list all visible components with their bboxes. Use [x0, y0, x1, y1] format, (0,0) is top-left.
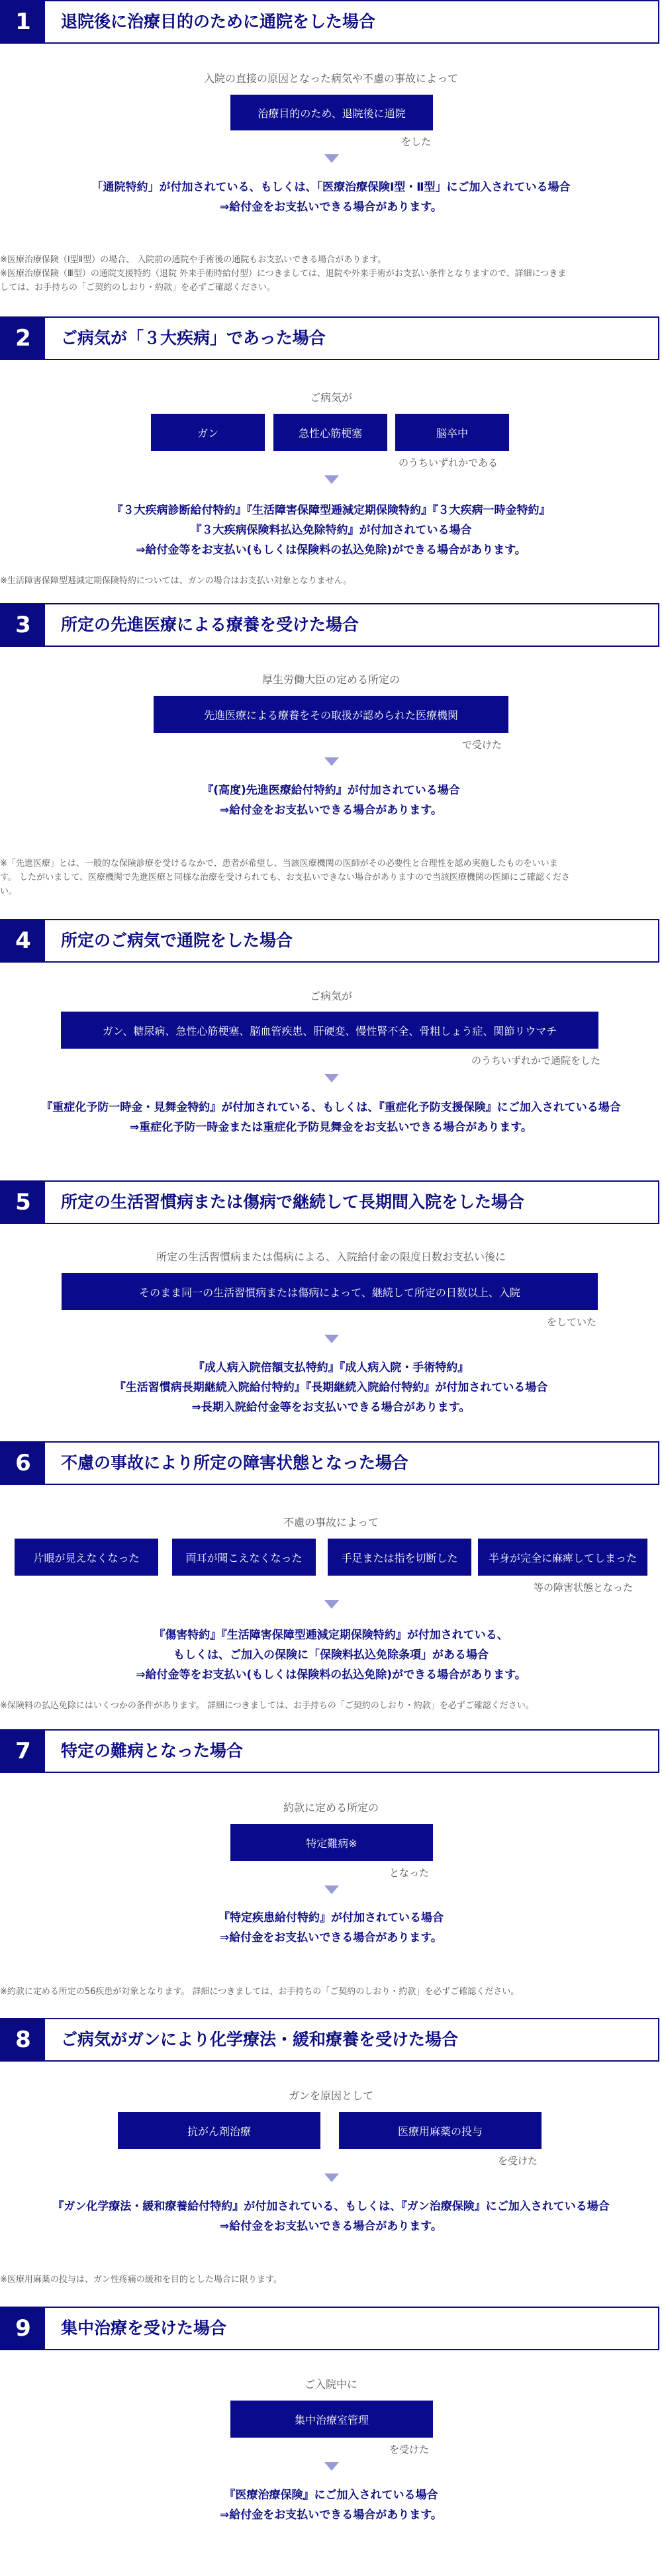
section-header: [0, 1441, 659, 1485]
footnote: ※約款に定める所定の56疾患が対象となります。 詳細につきましては、お手持ちの「ご契約のしおり・約款」を必ずご確認ください。: [0, 1987, 520, 1997]
footnote: ※生活障害保障型逓減定期保険特約については、ガンの場合はお支払い対象となりません。: [0, 576, 352, 586]
section-4: [0, 919, 662, 1144]
benefit-result: 『重症化予防一時金・見舞金特約』が付加されている、もしくは、『重症化予防支援保険』にご加入されている場合 ⇒重症化予防一時金または重症化予防見舞金をお支払いできる場合があります。: [41, 1101, 621, 1134]
down-arrow-icon: [324, 757, 339, 766]
section-number: 5: [1, 1182, 45, 1223]
footnote: ※「先進医療」とは、一般的な保険診療を受けるなかで、患者が希望し、当該医療機関の医師がその必要性と合理性を認め実施したものをいいま す。 したがいまして、医療機関で先進医療と同様な治療を受けられても、お支払いできない場合がありますので当該医療機関の医師にご確認くださ い。: [0, 859, 570, 896]
benefit-result: 『医療治療保険』にご加入されている場合 ⇒給付金をお支払いできる場合があります。: [220, 2489, 442, 2522]
section-title: 所定の生活習慣病または傷病で継続して長期間入院をした場合: [61, 1192, 525, 1212]
condition-box: ガン: [151, 414, 265, 451]
footnote: ※保険料の払込免除にはいくつかの条件があります。 詳細につきましては、お手持ちの「ご契約のしおり・約款」を必ずご確認ください。: [0, 1701, 534, 1711]
condition-lead: ご病気が: [309, 391, 352, 404]
section-header: [0, 2018, 659, 2062]
benefit-result: 『成人病入院倍額支払特約』『成人病入院・手術特約』 『生活習慣病長期継続入院給付特約』『長期継続入院給付特約』が付加されている場合 ⇒長期入院給付金等をお支払いできる場合があります。: [114, 1361, 548, 1414]
condition-box: 脳卒中: [395, 414, 509, 451]
down-arrow-icon: [324, 154, 339, 163]
condition-box: そのまま同一の生活習慣病または傷病によって、継続して所定の日数以上、入院: [62, 1273, 598, 1310]
condition-suffix: をした: [401, 136, 432, 148]
section-number: 8: [1, 2019, 45, 2060]
condition-box: 手足または指を切断した: [328, 1539, 471, 1576]
footnote: ※医療用麻薬の投与は、ガン性疼痛の緩和を目的とした場合に限ります。: [0, 2275, 282, 2285]
section-header: [0, 0, 659, 44]
section-7: [0, 1729, 662, 2007]
section-header: [0, 316, 659, 360]
section-5: [0, 1180, 662, 1439]
condition-lead: 約款に定める所定の: [283, 1801, 379, 1814]
condition-box: 治療目的のため、退院後に通院: [230, 95, 433, 130]
down-arrow-icon: [324, 475, 339, 484]
section-header: [0, 2307, 659, 2350]
condition-box: 急性心筋梗塞: [273, 414, 387, 451]
section-number: 7: [1, 1731, 45, 1772]
section-title: 所定のご病気で通院をした場合: [61, 931, 293, 950]
condition-box: 片眼が見えなくなった: [15, 1539, 158, 1576]
section-header: [0, 603, 659, 647]
condition-box: 両耳が聞こえなくなった: [172, 1539, 316, 1576]
condition-suffix: をしていた: [547, 1316, 597, 1328]
condition-box: 特定難病※: [230, 1824, 433, 1861]
condition-lead: ガンを原因として: [288, 2089, 373, 2102]
section-title: 集中治療を受けた場合: [61, 2318, 227, 2338]
condition-suffix: となった: [389, 1867, 430, 1879]
benefit-result: 「通院特約」が付加されている、もしくは、「医療治療保険Ⅰ型・Ⅱ型」にご加入されている場合 ⇒給付金をお支払いできる場合があります。: [91, 181, 571, 214]
benefit-result: 『(高度)先進医療給付特約』が付加されている場合 ⇒給付金をお支払いできる場合があります。: [202, 784, 460, 817]
condition-box: 集中治療室管理: [230, 2401, 433, 2438]
section-header: [0, 1729, 659, 1773]
section-title: ご病気が「３大疾病」であった場合: [61, 328, 326, 348]
section-number: 4: [1, 920, 45, 961]
section-title: 退院後に治療目的のために通院をした場合: [61, 12, 376, 31]
footnote: ※医療治療保険（Ⅰ型Ⅱ型）の場合、 入院前の通院や手術後の通院もお支払いできる場合があります。 ※医療治療保険（Ⅲ型）の通院支援特約（退院 外来手術時給付型）につきましては、退院や外来手術がお支払い条件となりますので、詳細につきま しては、お手持ちの「ご契約のしおり・約款」を必ずご確認ください。: [0, 255, 567, 293]
section-number: 9: [1, 2308, 45, 2349]
condition-box: 医療用麻薬の投与: [339, 2112, 542, 2149]
condition-lead: ご病気が: [309, 990, 352, 1002]
condition-lead: 厚生労働大臣の定める所定の: [261, 673, 400, 686]
section-number: 3: [1, 604, 45, 645]
section-6: [0, 1441, 662, 1719]
condition-suffix: 等の障害状態となった: [534, 1582, 634, 1594]
condition-box: 先進医療による療養をその取扱が認められた医療機関: [154, 696, 508, 733]
benefit-result: 『特定疾患給付特約』が付加されている場合 ⇒給付金をお支払いできる場合があります。: [218, 1911, 444, 1944]
section-number: 6: [1, 1443, 45, 1484]
section-title: 特定の難病となった場合: [61, 1741, 244, 1760]
down-arrow-icon: [324, 1335, 339, 1343]
benefit-result: 『傷害特約』『生活障害保障型逓減定期保険特約』が付加されている、 もしくは、ご加入の保険に「保険料払込免除条項」がある場合 ⇒給付金等をお支払い(もしくは保険料の払込免除)ができる場合があります。: [136, 1629, 526, 1682]
condition-suffix: のうちいずれかで通院をした: [471, 1055, 601, 1067]
condition-lead: 不慮の事故によって: [283, 1516, 379, 1529]
section-title: ご病気がガンにより化学療法・緩和療養を受けた場合: [61, 2030, 459, 2049]
section-number: 2: [1, 318, 45, 359]
section-title: 不慮の事故により所定の障害状態となった場合: [61, 1453, 409, 1472]
down-arrow-icon: [324, 1600, 339, 1609]
down-arrow-icon: [324, 2462, 339, 2471]
condition-box: ガン、糖尿病、急性心筋梗塞、脳血管疾患、肝硬変、慢性腎不全、骨粗しょう症、関節リウマチ: [61, 1012, 598, 1049]
condition-suffix: のうちいずれかである: [399, 457, 498, 469]
condition-suffix: を受けた: [498, 2155, 538, 2167]
section-8: [0, 2018, 662, 2283]
condition-box: 半身が完全に麻痺してしまった: [478, 1539, 647, 1576]
section-title: 所定の先進医療による療養を受けた場合: [61, 615, 359, 634]
condition-suffix: で受けた: [462, 739, 502, 751]
condition-suffix: を受けた: [389, 2444, 430, 2456]
condition-box: 抗がん剤治療: [118, 2112, 320, 2149]
section-1: [0, 0, 662, 293]
section-header: [0, 919, 659, 963]
down-arrow-icon: [324, 1074, 339, 1082]
down-arrow-icon: [324, 1885, 339, 1894]
section-number: 1: [1, 1, 45, 42]
down-arrow-icon: [324, 2173, 339, 2182]
section-3: [0, 603, 662, 896]
section-9: [0, 2307, 662, 2571]
section-header: [0, 1180, 659, 1224]
section-2: [0, 316, 662, 586]
benefit-result: 『３大疾病診断給付特約』『生活障害保障型逓減定期保険特約』『３大疾病一時金特約』 『３大疾病保険料払込免除特約』が付加されている場合 ⇒給付金等をお支払い(もしくは保険料の払込免除)ができる場合があります。: [111, 504, 551, 557]
benefit-result: 『ガン化学療法・緩和療養給付特約』が付加されている、もしくは、『ガン治療保険』にご加入されている場合 ⇒給付金をお支払いできる場合があります。: [52, 2200, 610, 2233]
condition-lead: 入院の直接の原因となった病気や不慮の事故によって: [203, 72, 458, 85]
condition-lead: 所定の生活習慣病または傷病による、入院給付金の限度日数お支払い後に: [156, 1251, 506, 1263]
condition-lead: ご入院中に: [304, 2378, 357, 2391]
